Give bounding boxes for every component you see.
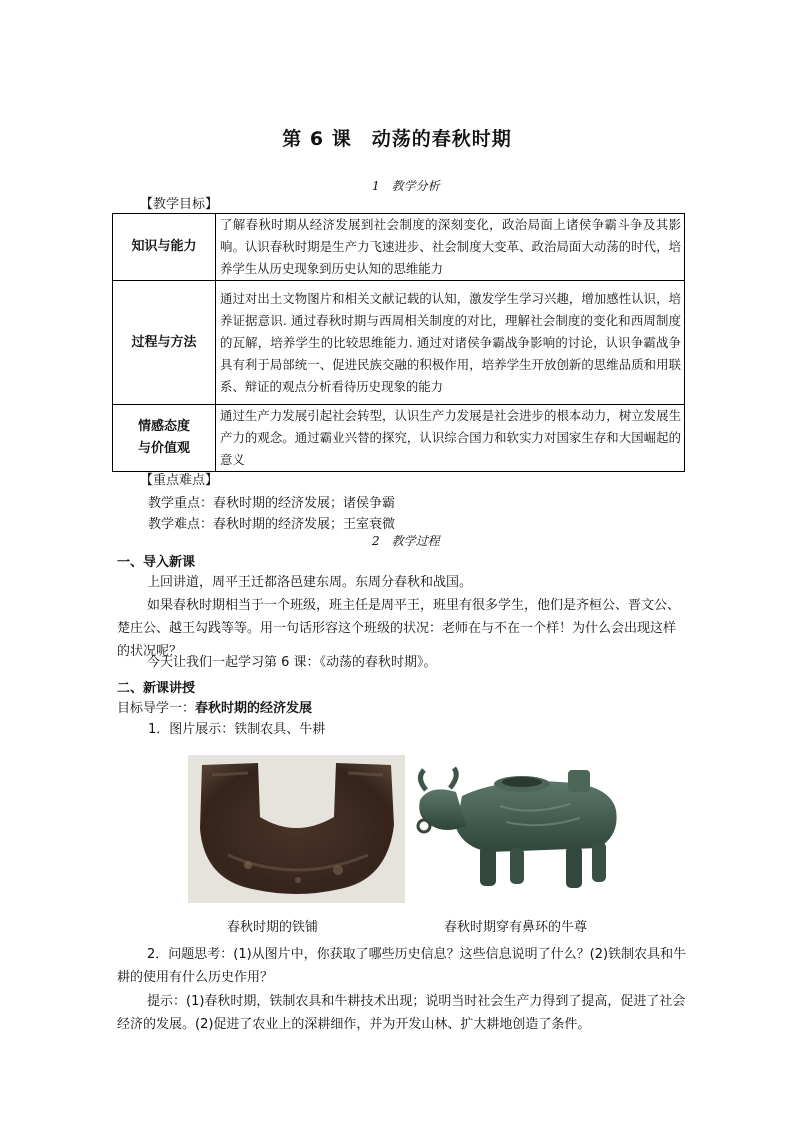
target1-heading [117,697,312,716]
difficult-point: 教学难点：春秋时期的经济发展；王室衰微 [148,517,396,532]
goals-label-knowledge: 知识与能力 [113,214,216,281]
paragraph-intro-1: 上回讲道，周平王迁都洛邑建东周。东周分春秋和战国。 [147,575,473,590]
goals-label-values-line2: 与价值观 [137,441,190,456]
paragraph-intro-3: 今天让我们一起学习第 6 课：《动荡的春秋时期》。 [147,655,437,670]
goals-table [112,213,685,472]
key-points-heading: 【重点难点】 [140,473,219,488]
goals-row-knowledge [113,214,685,281]
part2-heading: 二、新课讲授 [117,681,196,696]
target1-prefix: 目标导学一： [117,701,196,716]
goals-row-process [113,281,685,405]
goals-label-values [113,405,216,472]
goals-heading: 【教学目标】 [140,197,219,212]
question-2: 2．问题思考：(1)从图片中，你获取了哪些历史信息？这些信息说明了什么？(2)铁制农具和牛耕的使用有什么历史作用？ [117,947,687,985]
section-heading-analysis: 1 教学分析 [372,179,440,193]
key-point: 教学重点：春秋时期的经济发展；诸侯争霸 [148,496,396,511]
goals-row-values [113,405,685,472]
caption-iron-plough: 春秋时期的铁铺 [227,920,319,935]
paragraph-intro-2: 如果春秋时期相当于一个班级，班主任是周平王，班里有很多学生，他们是齐桓公、晋文公、楚庄公、越王勾践等等。用一句话形容这个班级的状况：老师在与不在一个样！为什么会出现这样的状况呢？ [117,598,681,659]
goals-text-process: 通过对出土文物图片和相关文献记载的认知，激发学生学习兴趣，增加感性认识，培养证据意识. 通过春秋时期与西周相关制度的对比，理解社会制度的变化和西周制度的瓦解，培养学生的比较思维能力. 通过对诸侯争霸战争影响的讨论，认识争霸战争具有利于局部统一、促进民族交融的积极作用，培养学生开放创新的思维品质和用联系、辩证的观点分析看待历史现象的能力 [216,281,685,405]
iron-plough-icon [188,755,405,903]
part1-heading: 一、导入新课 [117,555,196,570]
target1-title: 春秋时期的经济发展 [195,701,313,716]
goals-label-values-line1: 情感态度 [137,419,190,434]
page-title: 第 6 课 动荡的春秋时期 [282,128,512,150]
ox-zun-photo [410,756,632,902]
section-heading-process: 2 教学过程 [372,534,440,548]
hint-text: 提示：(1)春秋时期，铁制农具和牛耕技术出现；说明当时社会生产力得到了提高，促进了社会经济的发展。(2)促进了农业上的深耕细作，并为开发山林、扩大耕地创造了条件。 [117,994,686,1032]
caption-ox-zun: 春秋时期穿有鼻环的牛尊 [444,920,588,935]
goals-label-process: 过程与方法 [113,281,216,405]
iron-plough-photo [188,755,405,903]
item1-text: 1．图片展示：铁制农具、牛耕 [148,722,326,737]
goals-text-knowledge: 了解春秋时期从经济发展到社会制度的深刻变化，政治局面上诸侯争霸斗争及其影响。认识春秋时期是生产力飞速进步、社会制度大变革、政治局面大动荡的时代，培养学生从历史现象到历史认知的思维能力 [216,214,685,281]
goals-text-values: 通过生产力发展引起社会转型，认识生产力发展是社会进步的根本动力，树立发展生产力的观念。通过霸业兴替的探究，认识综合国力和软实力对国家生存和大国崛起的意义 [216,405,685,472]
ox-zun-icon [410,756,632,902]
